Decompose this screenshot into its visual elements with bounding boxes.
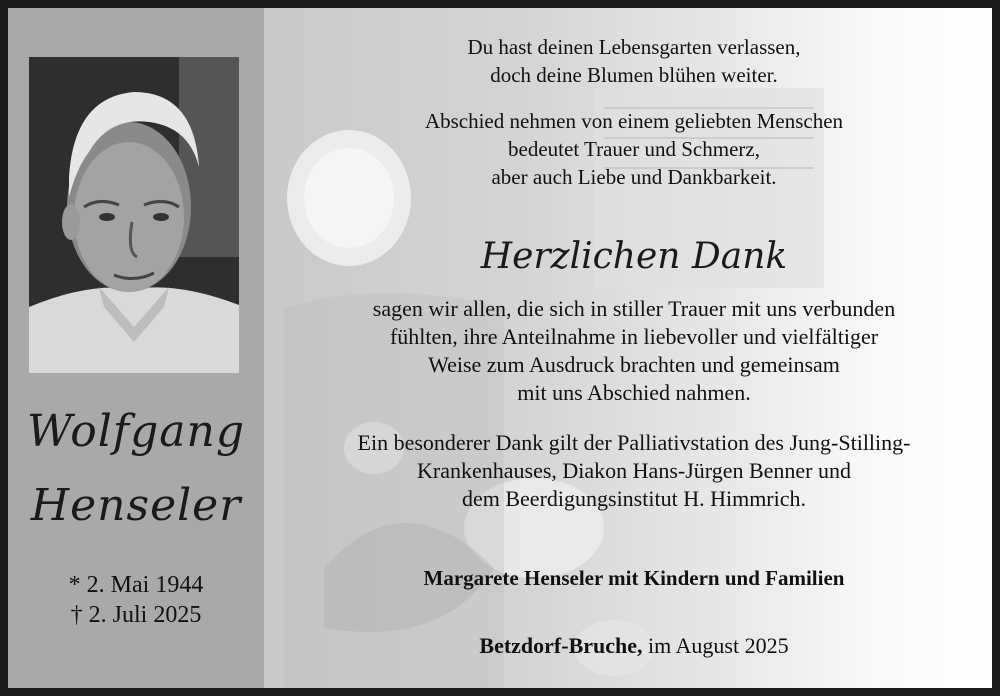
first-name: Wolfgang bbox=[27, 406, 245, 457]
verse-line: Abschied nehmen von einem geliebten Menschen bbox=[424, 109, 844, 133]
special-thanks-line: dem Beerdigungsinstitut H. Himmrich. bbox=[461, 486, 807, 511]
thanks-line: Weise zum Ausdruck brachten und gemeinsam bbox=[428, 352, 840, 377]
verse-line: doch deine Blumen blühen weiter. bbox=[490, 63, 778, 87]
portrait-photo bbox=[29, 57, 239, 373]
verse-line: aber auch Liebe und Dankbarkeit. bbox=[491, 165, 777, 189]
portrait-image bbox=[29, 57, 239, 373]
place-date-line bbox=[264, 633, 1000, 659]
thanks-text bbox=[264, 295, 1000, 407]
thanks-heading: Herzlichen Dank bbox=[480, 236, 788, 277]
sidebar-panel bbox=[8, 8, 264, 688]
thanks-line: mit uns Abschied nahmen. bbox=[517, 380, 751, 405]
place: Betzdorf-Bruche, bbox=[479, 633, 643, 658]
verse-line: Du hast deinen Lebensgarten verlassen, bbox=[467, 35, 801, 59]
birth-date: * 2. Mai 1944 bbox=[68, 572, 204, 598]
special-thanks-line: Krankenhauses, Diakon Hans-Jürgen Benner und bbox=[417, 458, 851, 483]
special-thanks-line: Ein besonderer Dank gilt der Palliativstation des Jung-Stilling- bbox=[357, 430, 911, 455]
last-name: Henseler bbox=[30, 480, 242, 531]
special-thanks-text bbox=[264, 429, 1000, 513]
main-panel bbox=[264, 8, 992, 688]
life-dates bbox=[8, 570, 264, 630]
verse-part-1 bbox=[264, 33, 1000, 89]
verse-line: bedeutet Trauer und Schmerz, bbox=[508, 137, 760, 161]
thanks-line: fühlten, ihre Anteilnahme in liebevoller und vielfältiger bbox=[389, 324, 879, 349]
date: im August 2025 bbox=[642, 633, 789, 658]
death-date: † 2. Juli 2025 bbox=[70, 602, 202, 628]
thanks-line: sagen wir allen, die sich in stiller Trauer mit uns verbunden bbox=[372, 296, 896, 321]
verse-part-2 bbox=[264, 107, 1000, 191]
family-signature: Margarete Henseler mit Kindern und Familien bbox=[423, 566, 845, 590]
